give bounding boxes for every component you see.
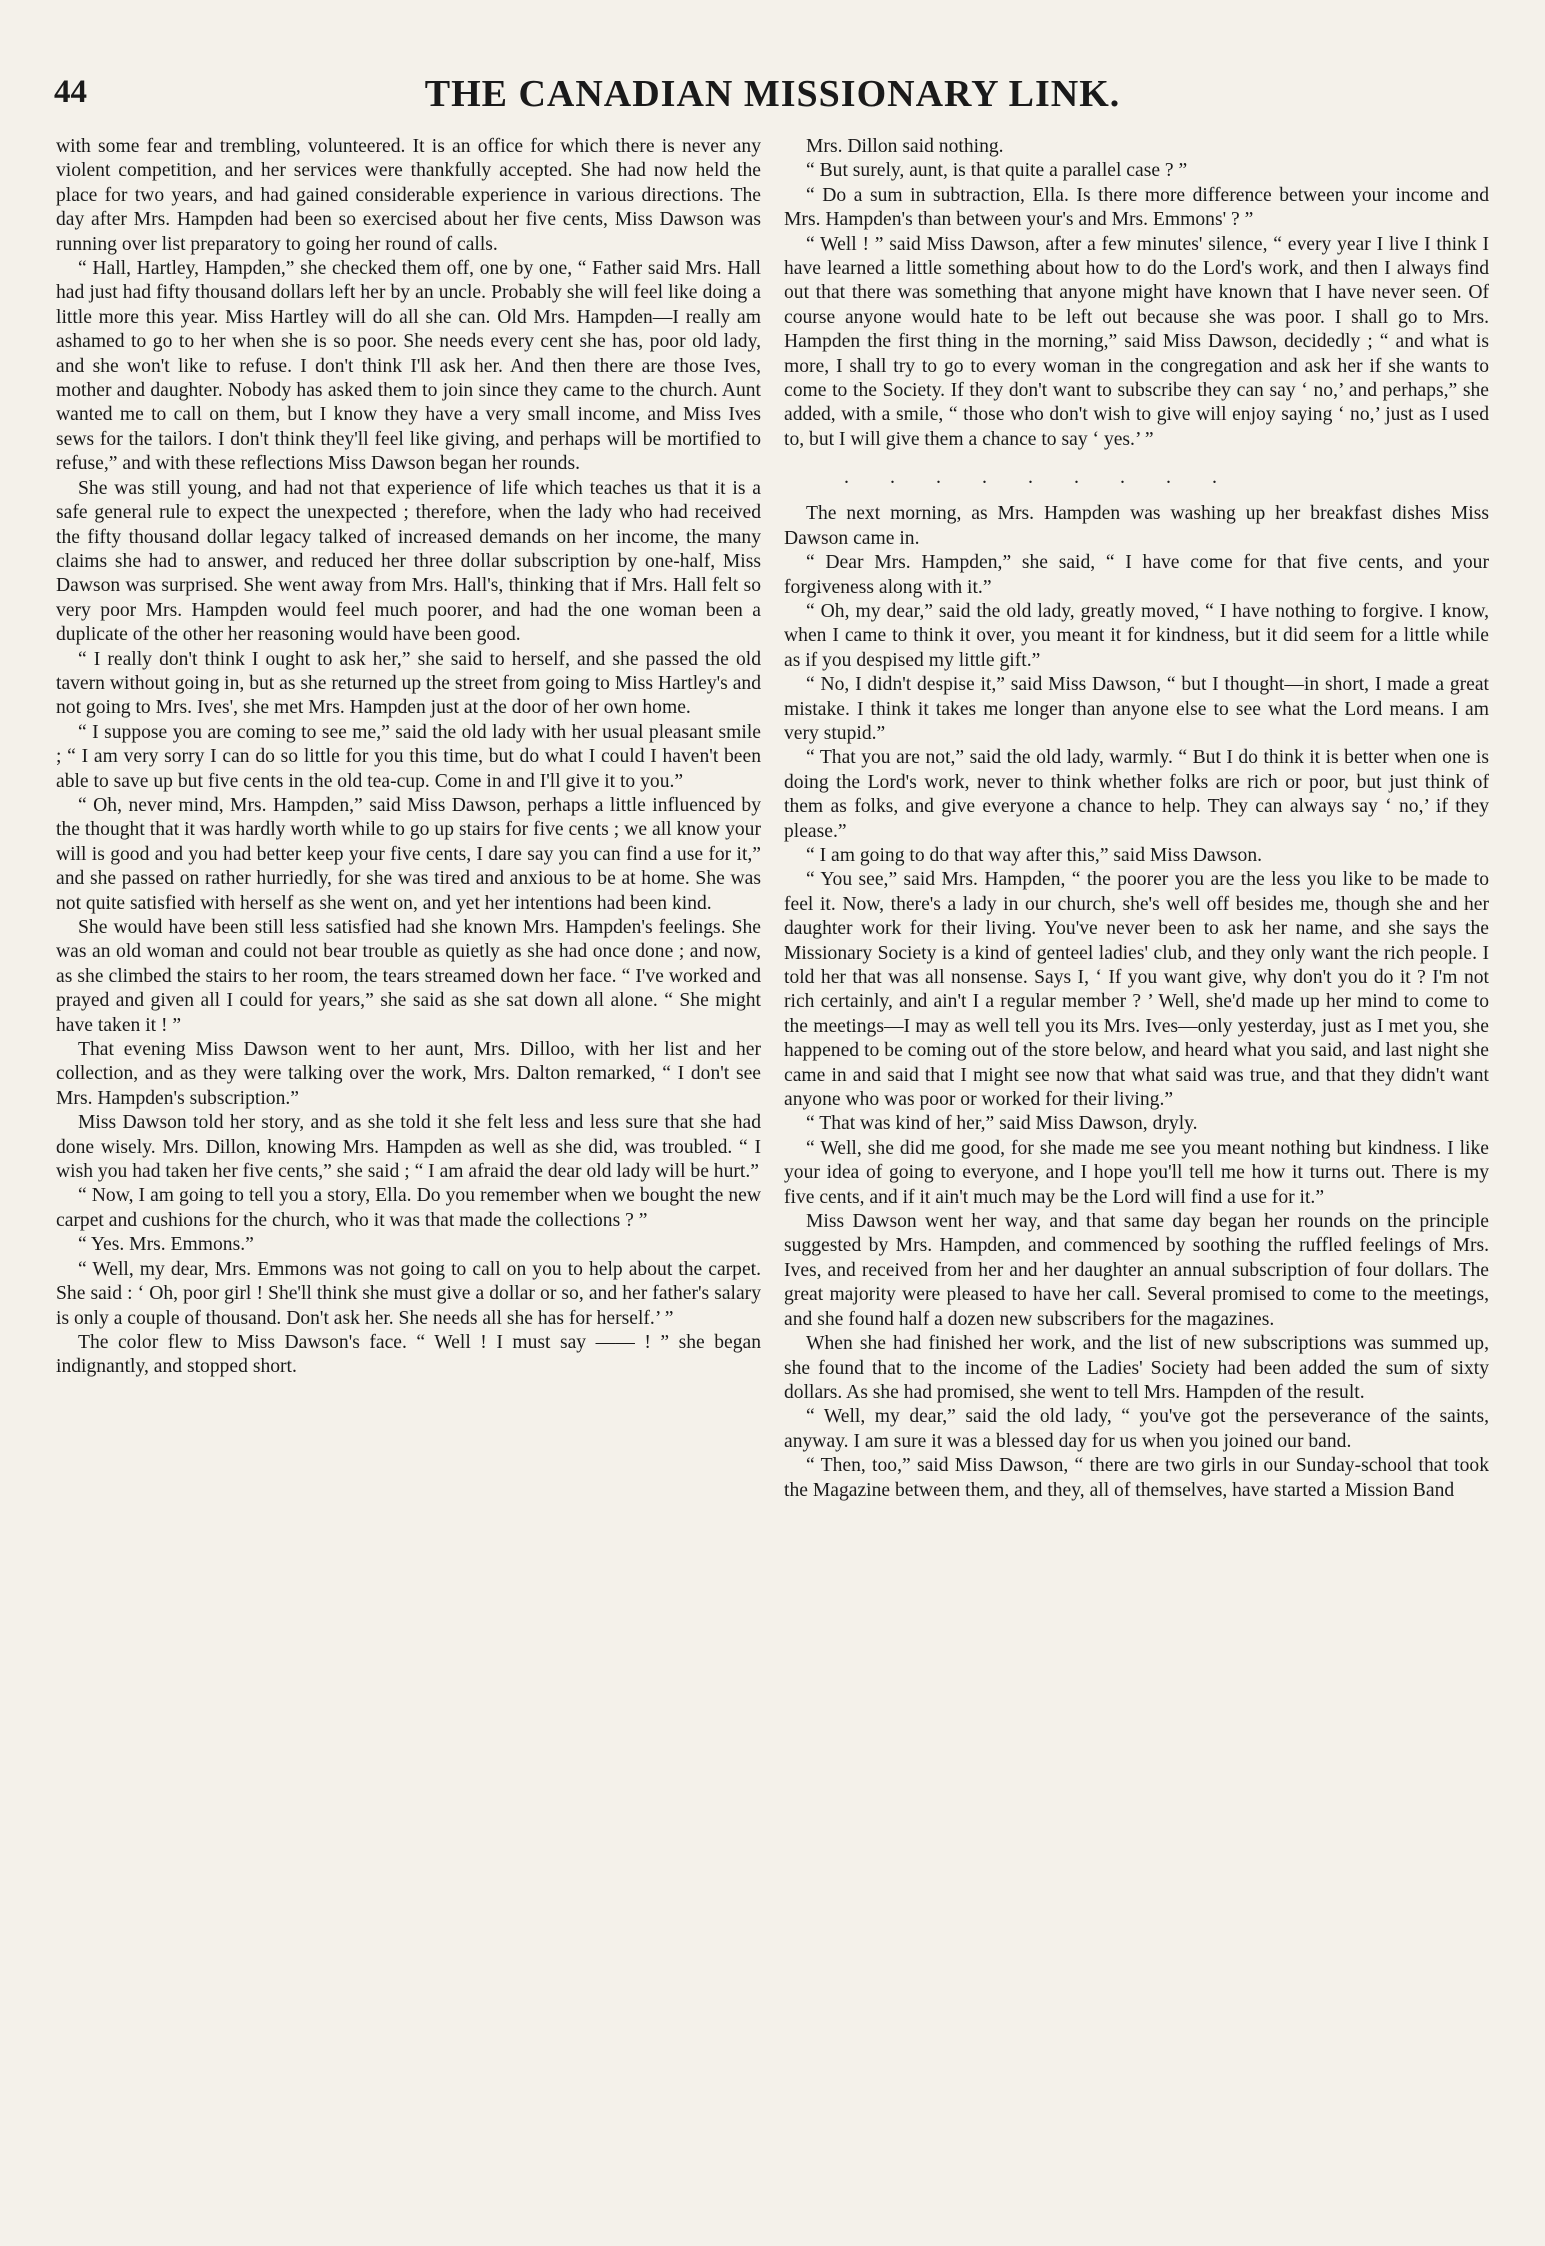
- page-header: [40, 62, 1505, 118]
- paragraph: “ Yes. Mrs. Emmons.”: [78, 1234, 254, 1256]
- paragraph: She would have been still less satisfied had she known Mrs. Hampden's feelings. She was an old woman and could not bear trouble as quietly as she had once done ; and now, as she climbed the stairs to her room, the tears streamed down her face. “ I've worked and prayed and given all I could for years,” she said as she sat down all alone. “ She might have taken it ! ”: [56, 917, 761, 1036]
- paragraph: “ Dear Mrs. Hampden,” she said, “ I have come for that five cents, and your forgiveness along with it.”: [784, 552, 1489, 598]
- paragraph: Miss Dawson told her story, and as she told it she felt less and less sure that she had done wisely. Mrs. Dillon, knowing Mrs. Hampden as well as she did, was troubled. “ I wish you had taken her five cents,” she said ; “ I am afraid the dear old lady will be hurt.”: [56, 1112, 761, 1183]
- paragraph: “ Hall, Hartley, Hampden,” she checked them off, one by one, “ Father said Mrs. Hall had just had fifty thousand dollars left her by an uncle. Probably she will feel like doing a little more this year. Miss Hartley will do all she can. Old Mrs. Hampden—I really am ashamed to go to her when she is so poor. She needs every cent she has, poor old lady, and she won't like to refuse. I don't think I'll ask her. And then there are those Ives, mother and daughter. Nobody has asked them to join since they came to the church. Aunt wanted me to call on them, but I know they have a very small income, and Miss Ives sews for the tailors. I don't think they'll feel like giving, and perhaps will be mortified to refuse,” and with these reflections Miss Dawson began her rounds.: [56, 258, 761, 475]
- paragraph: Miss Dawson went her way, and that same day began her rounds on the principle suggested by Mrs. Hampden, and commenced by soothing the ruffled feelings of Mrs. Ives, and received from her and her daughter an annual subscription of four dollars. The great majority were pleased to have her call. Several promised to come to the meetings, and she found half a dozen new subscribers for the magazines.: [784, 1211, 1489, 1330]
- section-break-dots: . . . . . . . . .: [844, 466, 1235, 489]
- paragraph: “ I am going to do that way after this,” said Miss Dawson.: [806, 844, 1263, 866]
- paragraph: “ Well, she did me good, for she made me see you meant nothing but kindness. I like your idea of going to everyone, and I hope you'll tell me how it turns out. There is my five cents, and if it ain't much may be the Lord will find a use for it.”: [784, 1137, 1489, 1208]
- article-columns: [56, 135, 1489, 2230]
- journal-title: THE CANADIAN MISSIONARY LINK.: [424, 73, 1121, 115]
- paragraph: “ No, I didn't despise it,” said Miss Dawson, “ but I thought—in short, I made a great mistake. I think it takes me longer than anyone else to see what the Lord means. I am very stupid.”: [784, 674, 1489, 744]
- paragraph: The color flew to Miss Dawson's face. “ Well ! I must say —— ! ” she began indignantly, and stopped short.: [56, 1331, 761, 1378]
- paragraph: Mrs. Dillon said nothing.: [806, 136, 1004, 157]
- paragraph: “ That was kind of her,” said Miss Dawson, dryly.: [806, 1113, 1198, 1135]
- paragraph: “ I suppose you are coming to see me,” said the old lady with her usual pleasant smile ; “ I am very sorry I can do so little for you this time, but do what I could I haven't been able to save up but five cents in the old tea-cup. Come in and I'll give it to you.”: [56, 721, 761, 792]
- paragraph: “ Then, too,” said Miss Dawson, “ there are two girls in our Sunday-school that took the Magazine between them, and they, all of themselves, have started a Mission Band: [784, 1455, 1489, 1501]
- paragraph: When she had finished her work, and the list of new subscriptions was summed up, she found that to the income of the Ladies' Society had been added the sum of sixty dollars. As she had promised, she went to tell Mrs. Hampden of the result.: [784, 1333, 1489, 1403]
- paragraph: “ You see,” said Mrs. Hampden, “ the poorer you are the less you like to be made to feel it. Now, there's a lady in our church, she's well off besides me, though she and her daughter work for their living. You've never been to ask her name, and she says the Missionary Society is a kind of genteel ladies' club, and they only want the rich people. I told her that was all nonsense. Says I, ‘ If you want give, why don't you do it ? I'm not rich certainly, and ain't I a regular member ? ’ Well, she'd made up her mind to come to the meetings—I may as well tell you its Mrs. Ives—only yesterday, just as I met you, she happened to be coming out of the store below, and heard what you said, and last night she came in and said that I might see now that what said was true, and that they didn't want anyone who was poor or worked for their living.”: [784, 869, 1489, 1111]
- paragraph: “ But surely, aunt, is that quite a parallel case ? ”: [806, 160, 1188, 182]
- paragraph: “ Now, I am going to tell you a story, Ella. Do you remember when we bought the new carpet and cushions for the church, who it was that made the collections ? ”: [56, 1185, 761, 1231]
- paragraph: “ Well, my dear,” said the old lady, “ you've got the perseverance of the saints, anyway. I am sure it was a blessed day for us when you joined our band.: [784, 1406, 1489, 1452]
- page-number: 44: [54, 74, 87, 110]
- paragraph: “ Well, my dear, Mrs. Emmons was not going to call on you to help about the carpet. She said : ‘ Oh, poor girl ! She'll think she must give a dollar or so, and her father's salary is only a couple of thousand. Don't ask her. She needs all she has for herself.’ ”: [56, 1258, 761, 1329]
- right-column: [784, 135, 1489, 2230]
- paragraph: That evening Miss Dawson went to her aunt, Mrs. Dilloo, with her list and her collection, and as they were talking over the work, Mrs. Dalton remarked, “ I don't see Mrs. Hampden's subscription.”: [56, 1039, 761, 1109]
- paragraph: The next morning, as Mrs. Hampden was washing up her breakfast dishes Miss Dawson came in.: [784, 503, 1489, 549]
- paragraph: “ Oh, my dear,” said the old lady, greatly moved, “ I have nothing to forgive. I know, when I came to think it over, you meant it for kindness, but it did seem for a little while as if you despised my little gift.”: [784, 600, 1489, 671]
- paragraph: “ I really don't think I ought to ask her,” she said to herself, and she passed the old tavern without going in, but as she returned up the street from going to Miss Hartley's and not going to Mrs. Ives', she met Mrs. Hampden just at the door of her own home.: [56, 648, 761, 719]
- paragraph: “ Oh, never mind, Mrs. Hampden,” said Miss Dawson, perhaps a little influenced by the thought that it was hardly worth while to go up stairs for five cents ; we all know your will is good and you had better keep your five cents, I dare say you can find a use for it,” and she passed on rather hurriedly, for she was tired and anxious to be at home. She was not quite satisfied with herself as she went on, and yet her intentions had been kind.: [56, 794, 761, 914]
- paragraph: with some fear and trembling, volunteered. It is an office for which there is never any violent competition, and her services were thankfully accepted. She had now held the place for two years, and had gained considerable experience in various directions. The day after Mrs. Hampden had been so exercised about her five cents, Miss Dawson was running over list preparatory to going her round of calls.: [56, 136, 761, 255]
- paragraph: “ Well ! ” said Miss Dawson, after a few minutes' silence, “ every year I live I think I have learned a little something about how to do the Lord's work, and then I always find out that there was something that anyone might have known that I have never seen. Of course anyone would hate to be left out because she was poor. I shall go to Mrs. Hampden the first thing in the morning,” said Miss Dawson, decidedly ; “ and what is more, I shall try to go to every woman in the congregation and ask her if she wants to come to the Society. If they don't want to subscribe they can say ‘ no,’ and perhaps,” she added, with a smile, “ those who don't wish to give will enjoy saying ‘ no,’ just as I used to, but I will give them a chance to say ‘ yes.’ ”: [784, 233, 1489, 450]
- paragraph: “ That you are not,” said the old lady, warmly. “ But I do think it is better when one is doing the Lord's work, never to think whether folks are rich or poor, but just think of them as folks, and give everyone a chance to help. They can always say ‘ no,’ if they please.”: [784, 747, 1489, 842]
- paragraph: She was still young, and had not that experience of life which teaches us that it is a safe general rule to expect the unexpected ; therefore, when the lady who had received the fifty thousand dollar legacy talked of increased demands on her income, the many claims she had to answer, and reduced her three dollar subscription by one-half, Miss Dawson was surprised. She went away from Mrs. Hall's, thinking that if Mrs. Hall felt so very poor Mrs. Hampden would feel much poorer, and had the one woman been a duplicate of the other her reasoning would have been good.: [56, 477, 761, 646]
- paragraph: “ Do a sum in subtraction, Ella. Is there more difference between your income and Mrs. Hampden's than between your's and Mrs. Emmons' ? ”: [784, 184, 1489, 231]
- left-column: [56, 135, 761, 2230]
